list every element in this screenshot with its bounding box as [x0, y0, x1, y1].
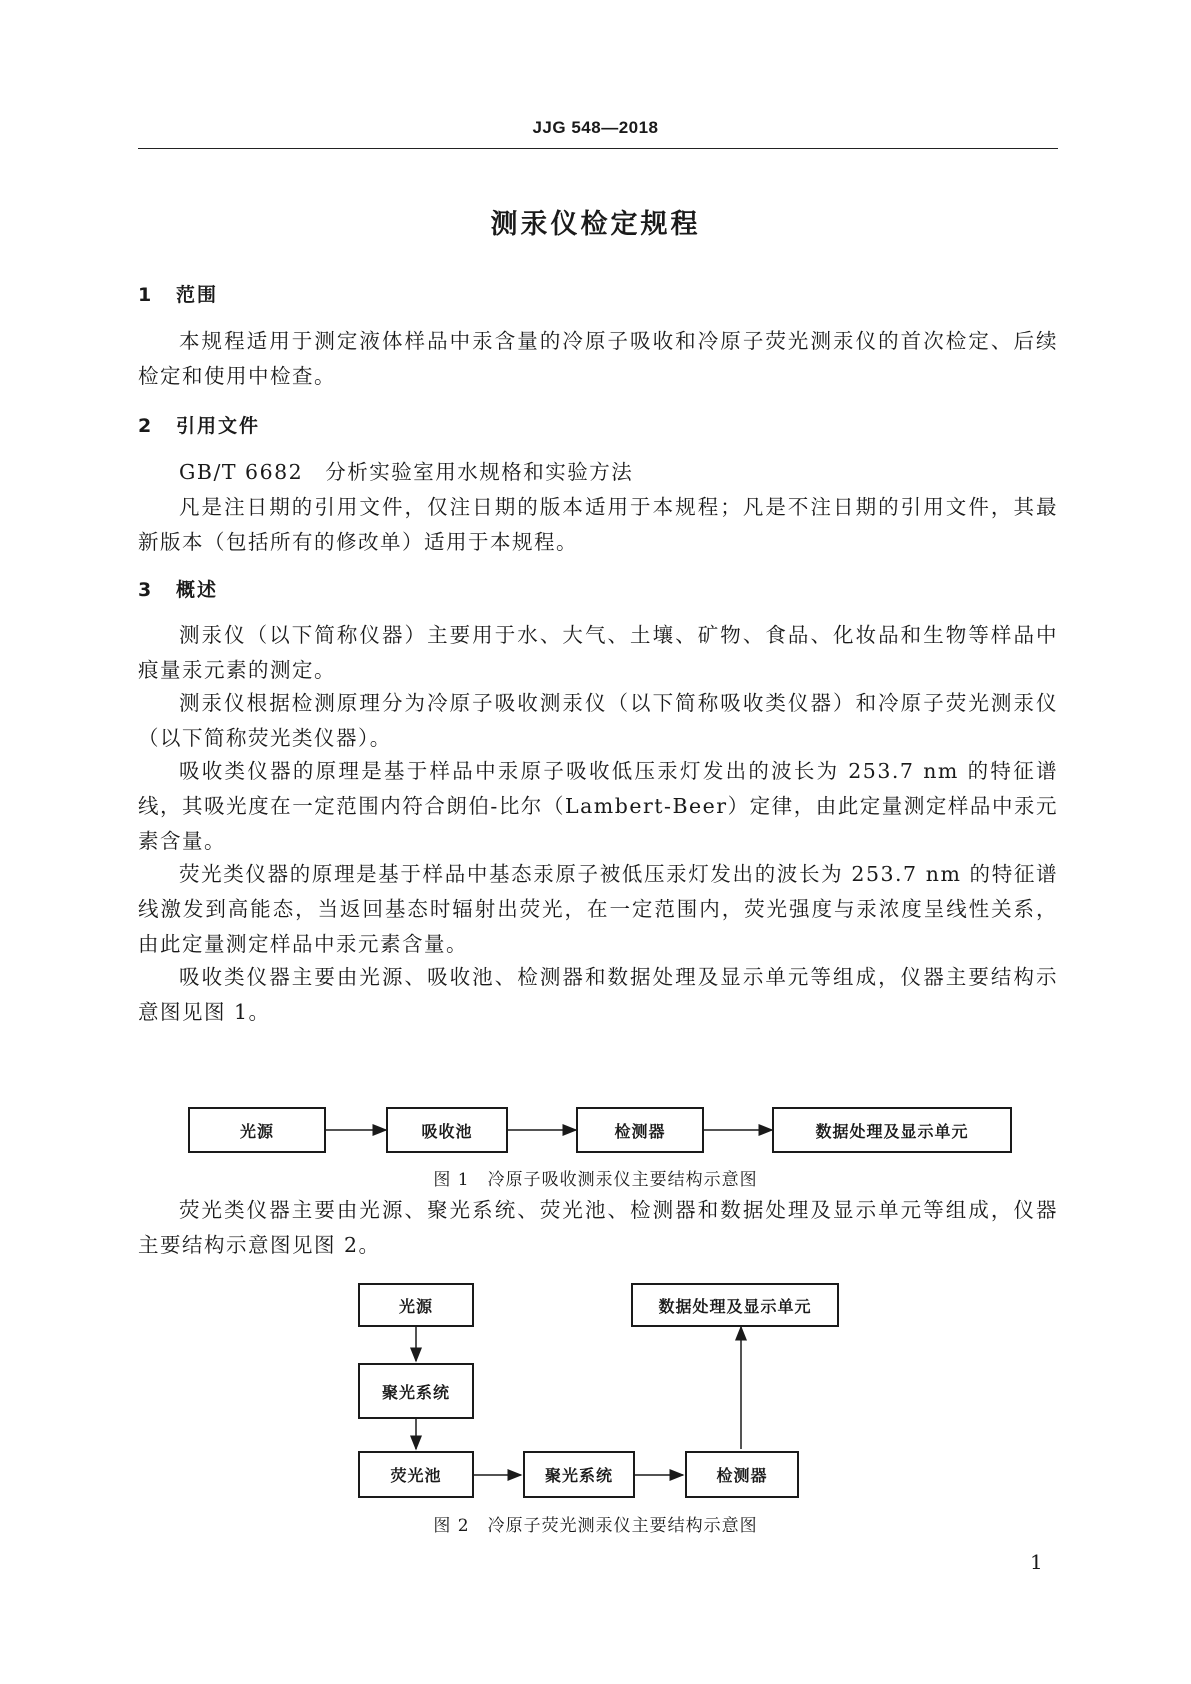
section-title: 引用文件 [176, 415, 261, 437]
section-number: 3 [138, 579, 154, 601]
fig2-data-unit-box: 数据处理及显示单元 [631, 1283, 839, 1327]
overview-paragraph-4: 荧光类仪器的原理是基于样品中基态汞原子被低压汞灯发出的波长为 253.7 nm 的特征谱线激发到高能态，当返回基态时辐射出荧光，在一定范围内，荧光强度与汞浓度呈线性关系，由此定量测定样品中汞元素含量。 [138, 862, 1058, 956]
fig2-condenser-box: 聚光系统 [358, 1363, 474, 1419]
section-number: 1 [138, 284, 154, 306]
fig2-light-source-box: 光源 [358, 1283, 474, 1327]
fig2-condenser-2-box: 聚光系统 [523, 1451, 635, 1498]
overview-paragraph-3: 吸收类仪器的原理是基于样品中汞原子吸收低压汞灯发出的波长为 253.7 nm 的特征谱线，其吸光度在一定范围内符合朗伯-比尔（Lambert-Beer）定律，由此定量测定样品中汞元素含量。 [138, 759, 1058, 853]
fig1-light-source-box: 光源 [188, 1107, 326, 1153]
overview-paragraph-6: 荧光类仪器主要由光源、聚光系统、荧光池、检测器和数据处理及显示单元等组成，仪器主要结构示意图见图 2。 [138, 1198, 1058, 1257]
reference-note: 凡是注日期的引用文件，仅注日期的版本适用于本规程；凡是不注日期的引用文件，其最新版本（包括所有的修改单）适用于本规程。 [138, 495, 1058, 554]
document-code-header: JJG 548—2018 [532, 118, 659, 137]
overview-paragraph-2: 测汞仪根据检测原理分为冷原子吸收测汞仪（以下简称吸收类仪器）和冷原子荧光测汞仪（以下简称荧光类仪器）。 [138, 691, 1058, 750]
page-title: 测汞仪检定规程 [490, 209, 701, 240]
figure-1-caption: 图 1 冷原子吸收测汞仪主要结构示意图 [433, 1170, 758, 1190]
reference-standard: GB/T 6682 分析实验室用水规格和实验方法 [179, 460, 634, 484]
section-number: 2 [138, 415, 154, 437]
figure-2-caption: 图 2 冷原子荧光测汞仪主要结构示意图 [433, 1516, 758, 1536]
scope-paragraph: 本规程适用于测定液体样品中汞含量的冷原子吸收和冷原子荧光测汞仪的首次检定、后续检定和使用中检查。 [138, 329, 1058, 388]
overview-paragraph-1: 测汞仪（以下简称仪器）主要用于水、大气、土壤、矿物、食品、化妆品和生物等样品中痕量汞元素的测定。 [138, 623, 1058, 682]
section-title: 概述 [176, 579, 219, 601]
overview-paragraph-5: 吸收类仪器主要由光源、吸收池、检测器和数据处理及显示单元等组成，仪器主要结构示意图见图 1。 [138, 965, 1058, 1024]
fig2-detector-box: 检测器 [685, 1451, 799, 1498]
fig1-absorption-cell-box: 吸收池 [386, 1107, 508, 1153]
fig1-data-unit-box: 数据处理及显示单元 [772, 1107, 1012, 1153]
page-number: 1 [1030, 1550, 1043, 1574]
fig1-detector-box: 检测器 [576, 1107, 704, 1153]
section-title: 范围 [176, 284, 219, 306]
fig2-fluorescence-cell-box: 荧光池 [358, 1451, 474, 1498]
